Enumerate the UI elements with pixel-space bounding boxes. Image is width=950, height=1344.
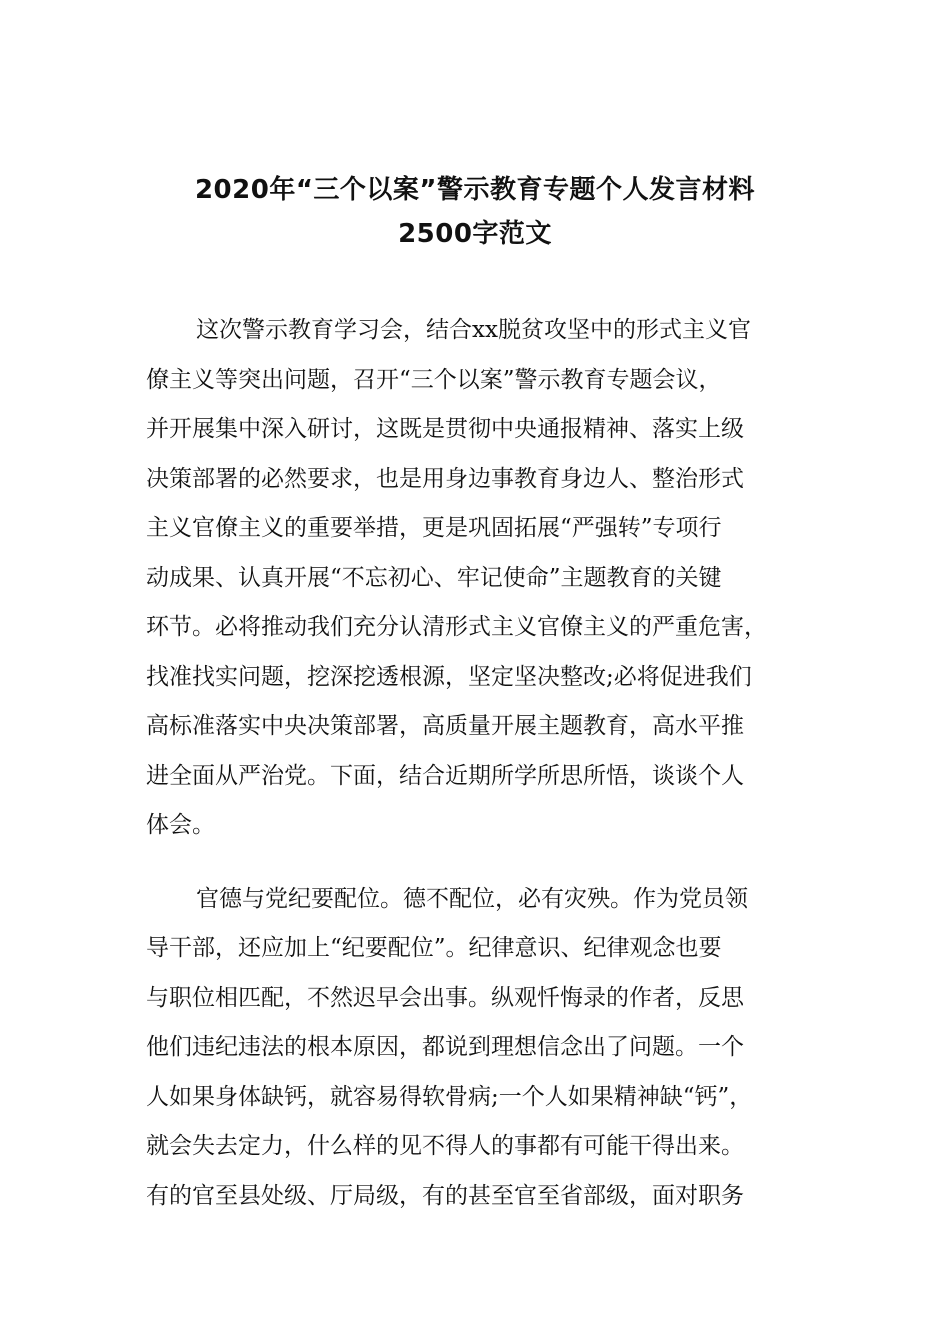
- text-line: 这次警示教育学习会，结合xx脱贫攻坚中的形式主义官: [196, 317, 751, 343]
- text-line: 高标准落实中央决策部署，高质量开展主题教育，高水平推: [146, 713, 744, 739]
- text-line: 动成果、认真开展“不忘初心、牢记使命”主题教育的关键: [146, 564, 722, 591]
- text-line: 他们违纪违法的根本原因，都说到理想信念出了问题。一个: [146, 1034, 744, 1060]
- text-line: 体会。: [146, 812, 215, 838]
- text-line: 人如果身体缺钙，就容易得软骨病;一个人如果精神缺“钙”，: [146, 1083, 753, 1110]
- paragraph-1: [146, 306, 836, 851]
- text-line: 与职位相匹配，不然迟早会出事。纵观忏悔录的作者，反思: [146, 984, 744, 1011]
- text-line: 决策部署的必然要求，也是用身边事教育身边人、整治形式: [146, 465, 744, 492]
- text-line: 进全面从严治党。下面，结合近期所学所思所悟，谈谈个人: [146, 762, 744, 789]
- text-line: 就会失去定力，什么样的见不得人的事都有可能干得出来。: [146, 1133, 744, 1159]
- title-line-1: 2020年“三个以案”警示教育专题个人发言材料: [194, 175, 756, 205]
- text-line: 有的官至县处级、厅局级，有的甚至官至省部级，面对职务: [146, 1182, 744, 1209]
- text-line: 导干部，还应加上“纪要配位”。纪律意识、纪律观念也要: [146, 935, 722, 961]
- text-line: 主义官僚主义的重要举措，更是巩固拓展“严强转”专项行: [146, 515, 722, 541]
- document-body: [146, 306, 836, 1245]
- document-title: [0, 168, 950, 256]
- text-line: 官德与党纪要配位。德不配位，必有灾殃。作为党员领: [196, 885, 748, 912]
- text-line: 并开展集中深入研讨，这既是贯彻中央通报精神、落实上级: [146, 416, 744, 442]
- title-line-2: 2500字范文: [398, 219, 552, 249]
- text-line: 僚主义等突出问题，召开“三个以案”警示教育专题会议，: [146, 366, 722, 393]
- text-line: 环节。必将推动我们充分认清形式主义官僚主义的严重危害，: [146, 614, 767, 640]
- paragraph-2: [146, 875, 836, 1222]
- text-line: 找准找实问题，挖深挖透根源，坚定坚决整改;必将促进我们: [146, 663, 752, 690]
